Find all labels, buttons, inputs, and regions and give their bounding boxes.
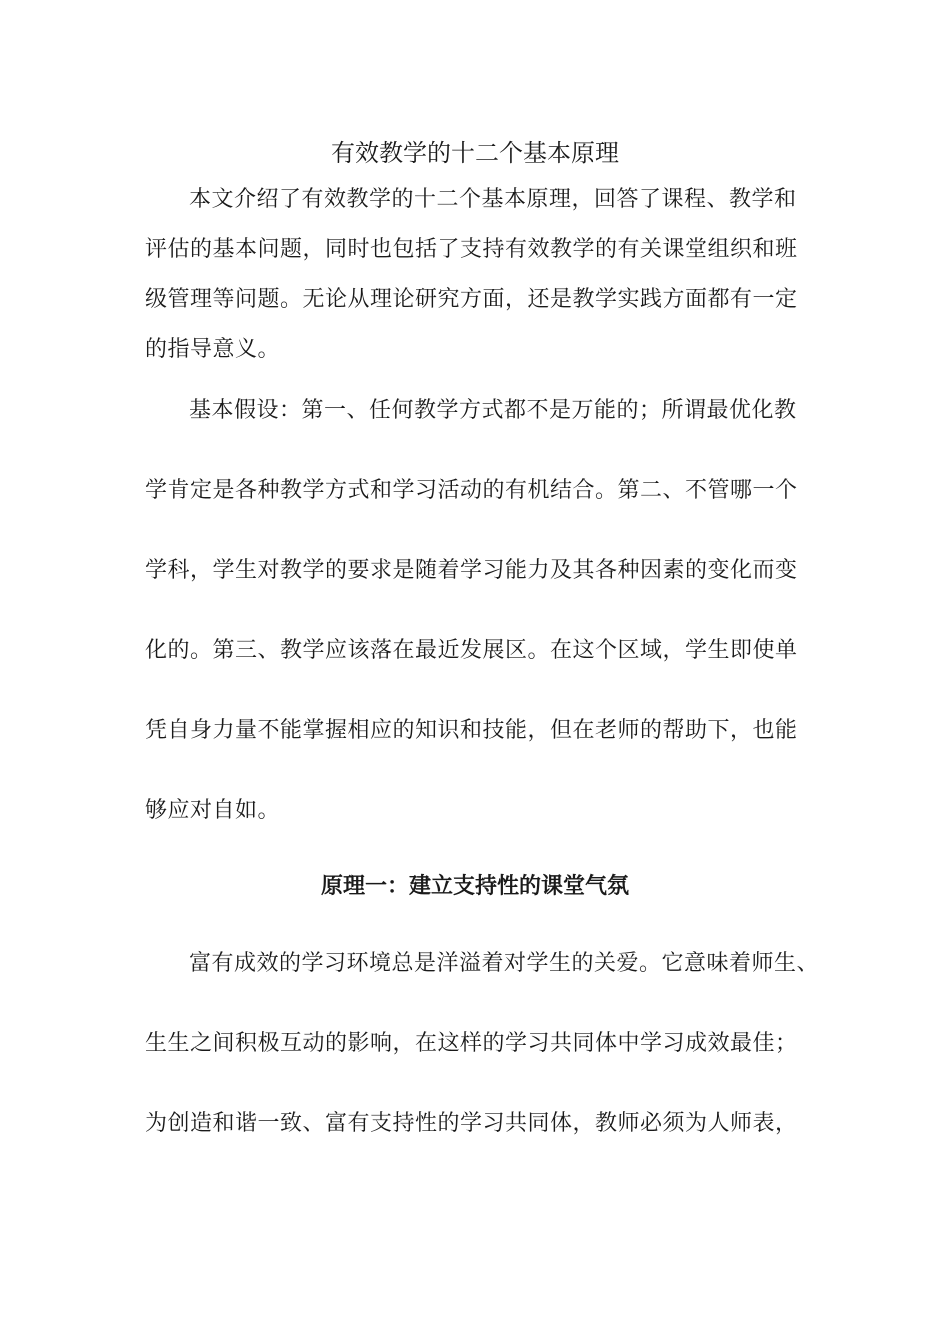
document-title: 有效教学的十二个基本原理 — [331, 139, 619, 167]
paragraph-line: 的指导意义。 — [145, 337, 281, 362]
paragraph-line: 生生之间积极互动的影响，在这样的学习共同体中学习成效最佳； — [145, 1031, 798, 1056]
paragraph-line: 学科，学生对教学的要求是随着学习能力及其各种因素的变化而变 — [145, 558, 798, 583]
paragraph-line: 基本假设：第一、任何教学方式都不是万能的；所谓最优化教 — [189, 398, 797, 423]
paragraph-line: 为创造和谐一致、富有支持性的学习共同体，教师必须为人师表， — [145, 1111, 798, 1136]
section-heading: 原理一：建立支持性的课堂气氛 — [320, 874, 629, 899]
paragraph-line: 凭自身力量不能掌握相应的知识和技能，但在老师的帮助下，也能 — [145, 718, 798, 743]
paragraph-line: 本文介绍了有效教学的十二个基本原理，回答了课程、教学和 — [189, 187, 797, 212]
paragraph-line: 学肯定是各种教学方式和学习活动的有机结合。第二、不管哪一个 — [145, 478, 798, 503]
paragraph-line: 够应对自如。 — [145, 798, 281, 823]
paragraph-line: 富有成效的学习环境总是洋溢着对学生的关爱。它意味着师生、 — [189, 951, 820, 976]
paragraph-line: 级管理等问题。无论从理论研究方面，还是教学实践方面都有一定 — [145, 287, 798, 312]
paragraph-line: 评估的基本问题，同时也包括了支持有效教学的有关课堂组织和班 — [145, 237, 798, 262]
paragraph-line: 化的。第三、教学应该落在最近发展区。在这个区域，学生即使单 — [145, 638, 798, 663]
